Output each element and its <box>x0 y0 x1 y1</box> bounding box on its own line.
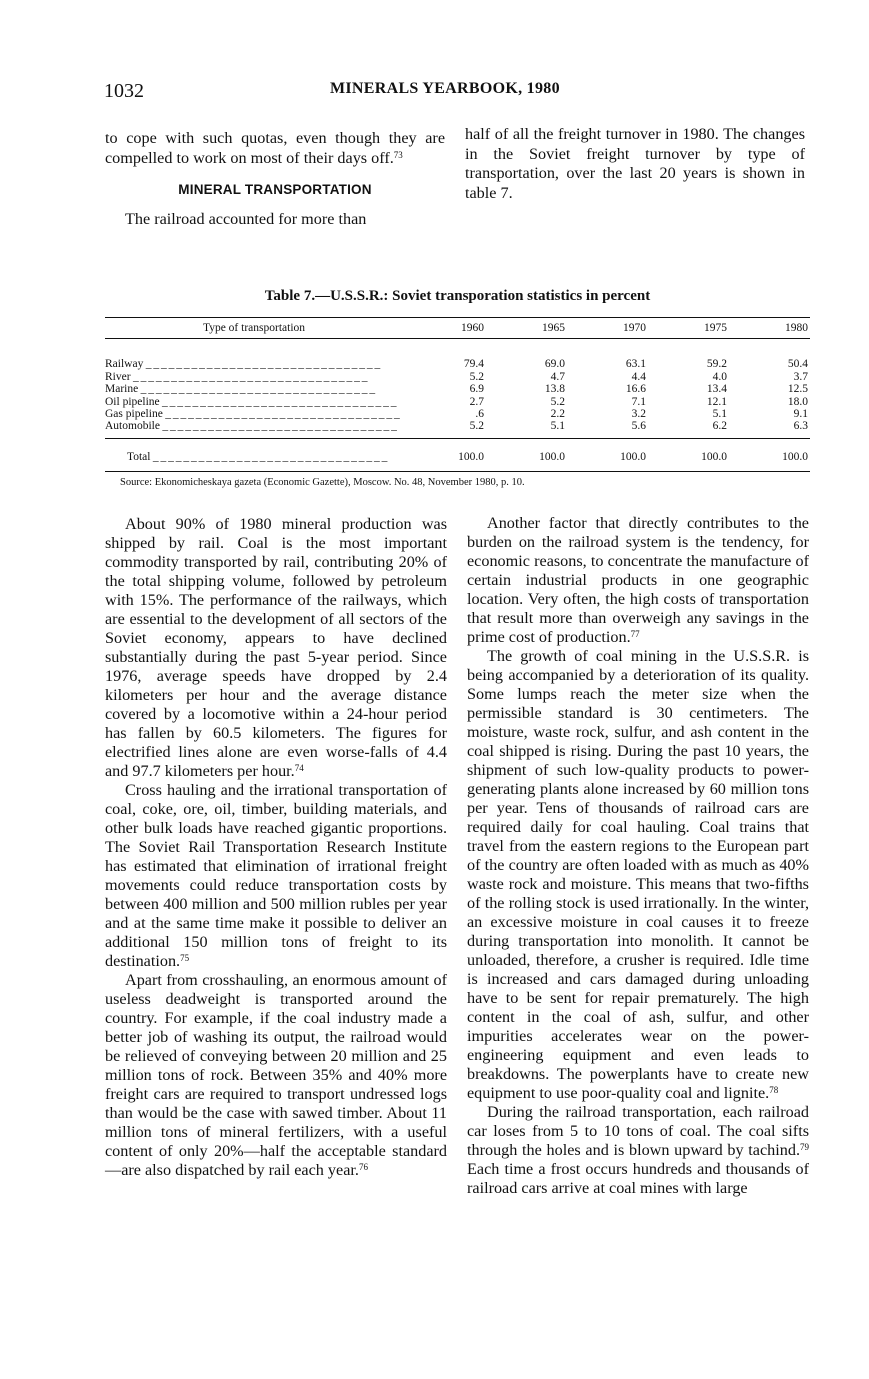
column-header-year: 1960 <box>461 322 484 334</box>
running-title: MINERALS YEARBOOK, 1980 <box>330 80 560 97</box>
paragraph <box>467 647 809 1103</box>
row-label: Marine _ _ _ <box>105 383 403 395</box>
table-cell: 100.0 <box>701 450 727 463</box>
table-cell: 16.6 <box>625 383 646 396</box>
table-cell: 2.2 <box>550 408 565 421</box>
table-cell: 59.2 <box>706 358 727 371</box>
page-number: 1032 <box>104 80 144 102</box>
paragraph-text: The growth of coal mining in the U.S.S.R. is being accompanied by a deterioration of its quality. Some lumps reach the meter size when the permissible standard is 30 centimeters. The moisture, waste rock, sulfur, and ash content in the coal shipped is rising. During the past 10 years, the shipment of such low-quality products to power-generating plants alone increased by 60 million tons per year. Tens of thousands of railroad cars are required daily for coal hauling. Coal trains that travel from the eastern regions to the European part of the country are often loaded with as much as 40% waste rock and moisture. This means that two-fifths of the rolling stock is used irrationally. In the winter, an excessive moisture in coal causes it to freeze during transportation into monolith. It cannot be unloaded, therefore, a crusher is required. Idle time is increased and cars damaged during unloading have to be sent for repair prematurely. The high content in the coal of ash, sulfur, and other impurities accelerates wear on the power-engineering equipment and even leads to breakdowns. The powerplants have to create new equipment to use poor-quality coal and lignite. <box>467 647 809 1102</box>
table-cell: 4.0 <box>712 370 727 383</box>
table-cell: 5.2 <box>550 395 565 408</box>
table-cell: 6.9 <box>469 383 484 396</box>
table-cell: 5.1 <box>712 408 727 421</box>
table-cell: 63.1 <box>625 358 646 371</box>
table-cell: 5.2 <box>469 370 484 383</box>
total-label: Total _ _ _ <box>105 451 403 463</box>
transport-statistics-table <box>105 317 810 472</box>
paragraph-text: During the railroad transportation, each railroad car loses from 5 to 10 tons of coal. The coal sifts through the holes and is blown upward by tachind. <box>467 1103 809 1159</box>
column-header-year: 1975 <box>704 322 727 334</box>
paragraph <box>467 1103 809 1198</box>
table-cell: 3.2 <box>631 408 646 421</box>
table-cell: 7.1 <box>631 395 646 408</box>
footnote-ref: 76 <box>358 1162 368 1172</box>
paragraph-text: Each time a frost occurs hundreds and thousands of railroad cars arrive at coal mines with large <box>467 1160 809 1197</box>
paragraph-text: Another factor that directly contributes to the burden on the railroad system is the tendency, for economic reasons, to concentrate the manufacture of certain industrial products in one geographic location. Very often, the high costs of transportation that result more than overweigh any savings in the prime cost of production. <box>467 514 809 646</box>
table-row <box>105 408 810 420</box>
top-left-column <box>105 129 445 230</box>
table-cell: 18.0 <box>787 395 808 408</box>
column-header-year: 1965 <box>542 322 565 334</box>
footnote-ref: 75 <box>180 953 190 963</box>
table-row <box>105 383 810 395</box>
row-label: Automobile _ _ _ <box>105 420 403 432</box>
paragraph <box>105 781 447 971</box>
table-title: Table 7.—U.S.S.R.: Soviet transporation statistics in percent <box>264 288 651 304</box>
table-cell: 5.1 <box>550 420 565 433</box>
footnote-ref: 73 <box>393 149 403 160</box>
table-cell: 100.0 <box>539 450 565 463</box>
table-cell: 3.7 <box>793 370 808 383</box>
bottom-right-column <box>467 514 809 1198</box>
table-cell: 50.4 <box>787 358 808 371</box>
footnote-ref: 77 <box>630 629 640 639</box>
table-cell: 13.4 <box>706 383 727 396</box>
footnote-ref: 78 <box>769 1085 779 1095</box>
table-cell: 5.2 <box>469 420 484 433</box>
table-cell: 79.4 <box>463 358 484 371</box>
paragraph-text: Apart from crosshauling, an enormous amount of useless deadweight is transported around the country. For example, if the coal industry made a better job of washing its output, the railroad would be relieved of conveying between 20 million and 25 million tons of rock. Between 35% and 40% more freight cars are required to transport undressed logs than would be the case with sawed timber. About 11 million tons of mineral fertilizers, with a useful content of only 20%—half the acceptable standard—are also dispatched by rail each year. <box>105 971 447 1179</box>
row-label: River _ _ _ <box>105 371 403 383</box>
paragraph <box>105 971 447 1180</box>
table-cell: 6.2 <box>712 420 727 433</box>
bottom-left-column <box>105 515 447 1180</box>
table-cell: 100.0 <box>458 450 484 463</box>
column-header-type: Type of transportation <box>202 322 306 334</box>
table-cell: 100.0 <box>782 450 808 463</box>
footnote-ref: 79 <box>800 1142 809 1152</box>
table-total-row <box>105 439 810 471</box>
table-cell: 12.1 <box>706 395 727 408</box>
table-cell: 4.4 <box>631 370 646 383</box>
table-header-row <box>105 318 810 338</box>
paragraph-text: About 90% of 1980 mineral production was shipped by rail. Coal is the most important commodity transported by rail, contributing 20% of the total shipping volume, followed by petroleum with 15%. The performance of the railways, which are essential to the development of all sectors of the Soviet economy, appears to have declined substantially during the past 5-year period. Since 1976, average speeds have dropped by 2.4 kilometers per hour and the average distance covered by a locomotive within a 24-hour period has fallen by 60.5 kilometers. The figures for electrified lines alone are even worse-falls of 4.4 and 97.7 kilometers per hour. <box>105 515 447 780</box>
paragraph: The railroad accounted for more than <box>125 210 367 229</box>
row-label: Railway _ _ _ <box>105 358 403 370</box>
table-cell: 12.5 <box>787 383 808 396</box>
table-bottom-rule <box>105 471 810 472</box>
paragraph-text: Cross hauling and the irrational transportation of coal, coke, ore, oil, timber, building materials, and other bulk loads have reached gigantic proportions. The Soviet Rail Transportation Research Institute has estimated that elimination of irrational freight movements could reduce transportation costs by between 400 million and 500 million rubles per year and at the same time make it possible to deliver an additional 150 million tons of freight to its destination. <box>105 781 447 970</box>
paragraph: half of all the freight turnover in 1980. The changes in the Soviet freight turnover by type of transportation, over the last 20 years is shown in table 7. <box>465 125 805 203</box>
table-cell: 69.0 <box>544 358 565 371</box>
table-cell: 2.7 <box>469 395 484 408</box>
row-label: Oil pipeline _ _ _ <box>105 396 403 408</box>
table-body <box>105 339 810 437</box>
paragraph <box>467 514 809 647</box>
table-cell: 6.3 <box>793 420 808 433</box>
table-row <box>105 396 810 408</box>
continued-paragraph <box>105 129 445 168</box>
table-cell: 9.1 <box>793 408 808 421</box>
column-header-year: 1980 <box>785 322 808 334</box>
table-row <box>105 371 810 383</box>
paragraph <box>105 515 447 781</box>
table-row <box>105 420 810 432</box>
top-right-column <box>465 125 805 204</box>
paragraph-text: to cope with such quotas, even though they are compelled to work on most of their days off. <box>105 129 445 167</box>
column-header-year: 1970 <box>623 322 646 334</box>
table-cell: 13.8 <box>544 383 565 396</box>
table-source-note: Source: Ekonomicheskaya gazeta (Economic Gazette), Moscow. No. 48, November 1980, p. 10. <box>120 477 525 488</box>
table-cell: .6 <box>475 408 484 421</box>
table-cell: 5.6 <box>631 420 646 433</box>
table-cell: 100.0 <box>620 450 646 463</box>
table-row <box>105 358 810 370</box>
row-label: Gas pipeline _ _ _ <box>105 408 403 420</box>
table-cell: 4.7 <box>550 370 565 383</box>
section-heading: MINERAL TRANSPORTATION <box>178 182 372 198</box>
footnote-ref: 74 <box>294 763 304 773</box>
